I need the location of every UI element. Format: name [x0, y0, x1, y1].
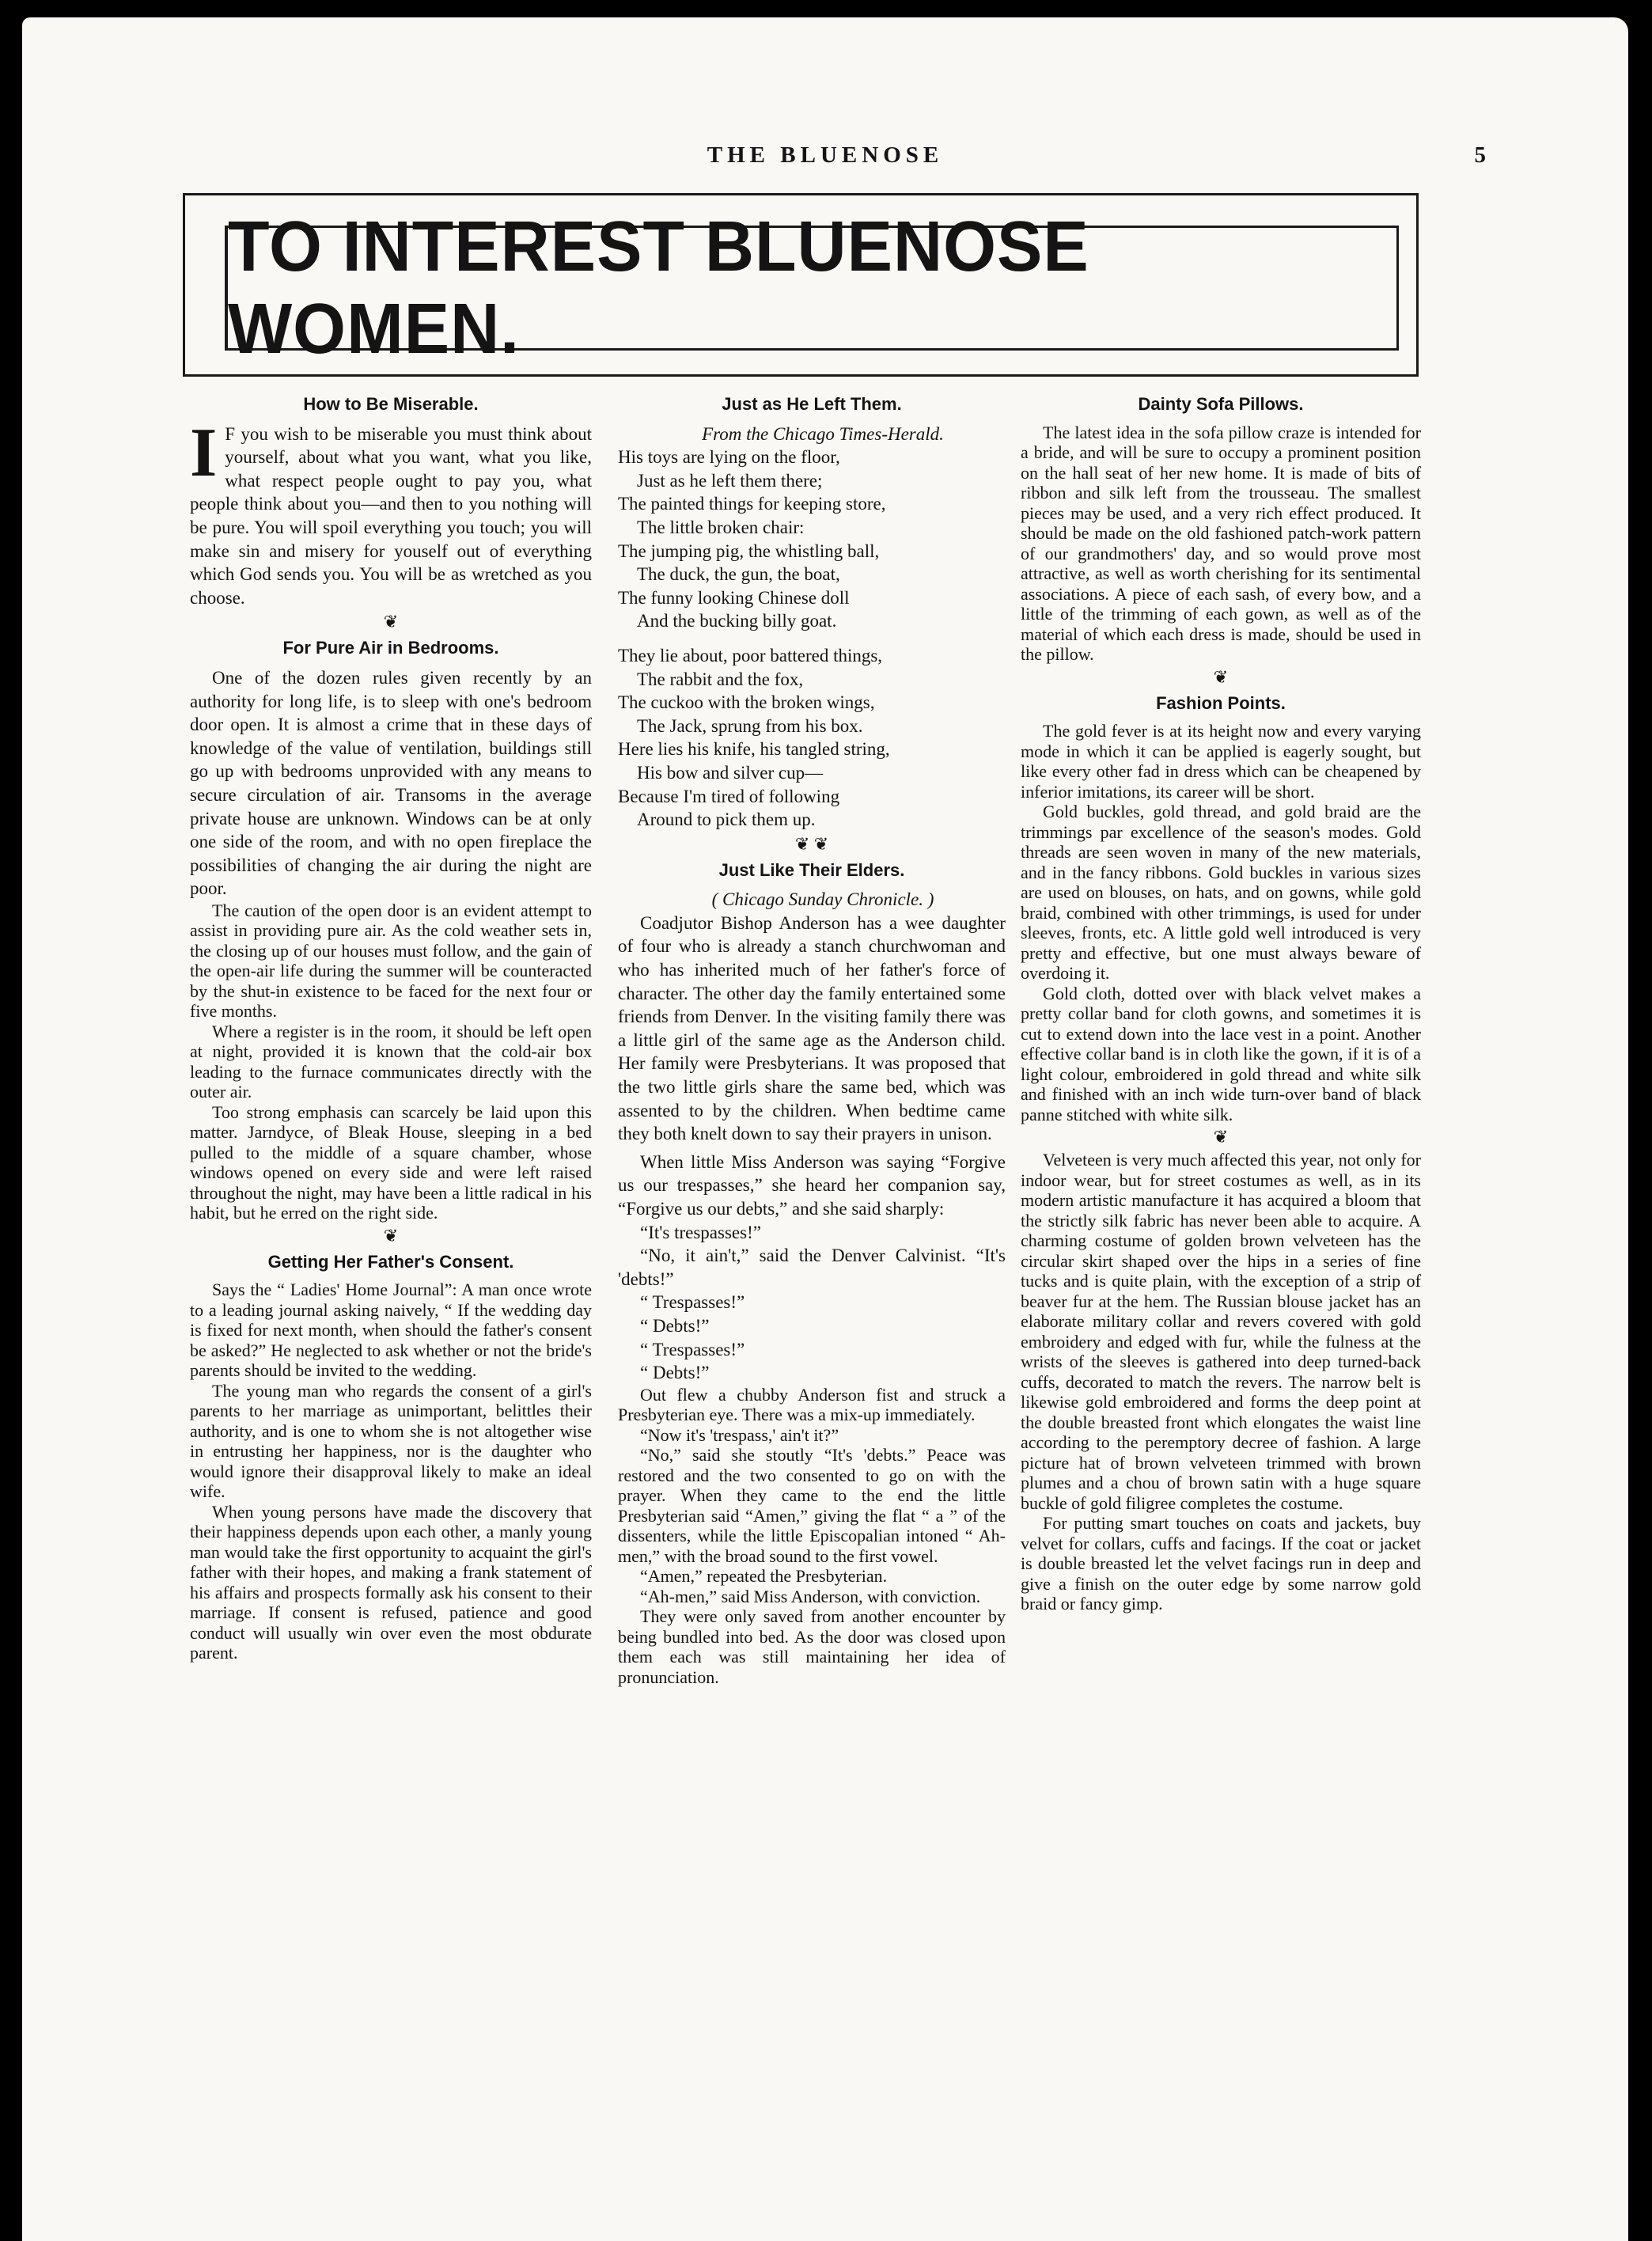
poem-line: The painted things for keeping store, — [618, 494, 886, 514]
dialogue-line: “ Debts!” — [640, 1363, 710, 1383]
paragraph: Gold buckles, gold thread, and gold braid are the trimmings par excellence of the season's modes. Gold threads are seen woven in many of the new materials, and in the fancy ribbons. Gold buckles in various sizes are used on blouses, on hats, and on gowns, while gold braid, combined with other trimmings, is used for under sleeves, fronts, etc. A little gold well introduced is very pretty and effective, but one must always beware of overdoing it. — [1021, 802, 1421, 984]
poem-line: The jumping pig, the whistling ball, — [618, 540, 880, 561]
heading-how-to-be-miserable: How to Be Miserable. — [303, 394, 479, 414]
poem-line: And the bucking billy goat. — [637, 611, 837, 631]
newspaper-page — [22, 17, 1628, 2241]
ornament-icon: ❦ — [813, 833, 829, 854]
paragraph: The caution of the open door is an evident attempt to assist in providing pure air. As the cold weather sets in, the closing up of our houses must follow, and the gain of the open-air life during the summer will be counteracted by the shut-in existence to be faced for the next four or five months. — [190, 900, 592, 1022]
poem-line: Here lies his knife, his tangled string, — [618, 739, 890, 760]
poem-line: His toys are lying on the floor, — [618, 447, 840, 468]
column-2 — [618, 388, 1006, 1687]
dialogue-line: “ Debts!” — [640, 1315, 710, 1336]
poem-line: The cuckoo with the broken wings, — [618, 692, 875, 713]
source-credit: From the Chicago Times-Herald. — [702, 423, 944, 444]
heading-dainty-sofa-pillows: Dainty Sofa Pillows. — [1138, 394, 1304, 414]
ornament-icon: ❦ — [794, 833, 810, 854]
dialogue-line: “ Trespasses!” — [640, 1292, 745, 1313]
paragraph: “Amen,” repeated the Presbyterian. — [640, 1566, 888, 1587]
paragraph: The latest idea in the sofa pillow craze is intended for a bride, and will be sure to occupy a prominent position on the hall seat of her new home. It is made of bits of ribbon and silk left from the trousseau. The smallest pieces may be used, and a very rich effect produced. It should be made on the old fashioned patch-work pattern of our grandmothers' day, and so would prove most attractive, as well as worth cherishing for its sentimental associations. A piece of each sash, of every bow, and a little of the trimming of each gown, as well as of the material of which each dress is made, should be used in the pillow. — [1021, 422, 1421, 665]
column-1 — [190, 388, 592, 1663]
paragraph: When young persons have made the discovery that their happiness depends upon each other, a manly young man would take the first opportunity to acquaint the girl's father with their hopes, and making a frank statement of his affairs and prospects formally ask his consent to their marriage. If consent is refused, patience and good conduct will usually win over even the most obdurate parent. — [190, 1501, 592, 1663]
poem-line: Because I'm tired of following — [618, 786, 840, 806]
article-miserable — [190, 414, 592, 610]
paragraph: One of the dozen rules given recently by an authority for long life, is to sleep with one's bedroom door open. It is almost a crime that in these days of knowledge of the value of ventilation, buildings still go up with bedrooms unprovided with any means to secure circulation of air. Transoms in the average private house are unknown. Windows can be at only one side of the room, and with no open fireplace the possibilities of changing the air during the night are poor. — [190, 667, 592, 899]
paragraph: Coadjutor Bishop Anderson has a wee daughter of four who is already a stanch churchwoman and who has inherited much of her father's force of character. The other day the family entertained some friends from Denver. In the visiting family there was a little girl of the same age as the Anderson child. Her family were Presbyterians. It was proposed that the two little girls share the same bed, which was assented to by the children. When bedtime came they both knelt down to say their prayers in unison. — [618, 912, 1006, 1144]
paragraph: “No,” said she stoutly “It's 'debts.” Peace was restored and the two consented to go on with the prayer. When they came to the end the little Presbyterian said “Amen,” giving the flat “ a ” of the dissenters, while the little Episcopalian intoned “ Ah-men,” with the broad sound to the first vowel. — [618, 1445, 1006, 1566]
poem-line: His bow and silver cup— — [637, 762, 824, 783]
paragraph: Gold cloth, dotted over with black velvet makes a pretty collar band for cloth gowns, and sometimes it is cut to extend down into the lace vest in a point. Another effective collar band is in cloth like the gown, if it is of a light colour, embroidered in gold thread and white silk and finished with an inch wide turn-over band of black panne stitched with white silk. — [1021, 983, 1421, 1124]
paragraph: “Ah-men,” said Miss Anderson, with conviction. — [640, 1586, 981, 1606]
page-number: 5 — [1474, 142, 1486, 168]
ornament-icon — [618, 835, 1006, 854]
ornament-icon: ❦ — [1213, 666, 1229, 687]
poem-line: The Jack, sprung from his box. — [637, 715, 863, 736]
paragraph: They were only saved from another encounter by being bundled into bed. As the door was closed upon them each was still maintaining her idea of pronunciation. — [618, 1606, 1006, 1687]
ornament-icon: ❦ — [1213, 1127, 1229, 1147]
heading-just-as-he-left-them: Just as He Left Them. — [722, 394, 902, 414]
paragraph: “Now it's 'trespass,' ain't it?” — [640, 1424, 839, 1445]
running-head — [22, 142, 1628, 169]
paragraph: Too strong emphasis can scarcely be laid upon this matter. Jarndyce, of Bleak House, sleeping in a bed pulled to the middle of a square chamber, whose windows opened on every side and were left raised throughout the night, may have been a little radical in his habit, but he erred on the right side. — [190, 1102, 592, 1223]
ornament-icon: ❦ — [383, 612, 399, 632]
dialogue — [618, 1221, 1006, 1385]
paragraph: Velveteen is very much affected this year, not only for indoor wear, but for street costumes as well, as in its modern artistic manufacture it has acquired a bloom that the strictly silk fabric has never been able to acquire. A charming costume of golden brown velveteen has the circular skirt shaped over the hips in a series of fine tucks and is quite plain, with the exception of a strip of beaver fur at the hem. The Russian blouse jacket has an elaborate military collar and revers covered with gold embroidery and edged with fur, while the fulness at the wrists of the sleeves is gathered into deep turned-back cuffs, decorated to match the revers. The narrow belt is likewise gold embroidered and forms the deep point at the double breasted front which elongates the waist line according to the peremptory decree of fashion. A large picture hat of brown velveteen trimmed with brown plumes and a chou of brown satin with a huge square buckle of gold filigree completes the costume. — [1021, 1150, 1421, 1513]
paragraph: Says the “ Ladies' Home Journal”: A man once wrote to a leading journal asking naively, “ If the wedding day is fixed for next month, when should the father's consent be asked?” He neglected to ask whether or not the bride's parents should be invited to the wedding. — [190, 1280, 592, 1381]
running-head-title: THE BLUENOSE — [707, 142, 944, 168]
poem-line: The rabbit and the fox, — [637, 669, 804, 689]
dialogue-line: “No, it ain't,” said the Denver Calvinist. “It's 'debts!” — [618, 1246, 1006, 1289]
poem-line: The funny looking Chinese doll — [618, 587, 850, 608]
poem-line: Around to pick them up. — [637, 810, 816, 830]
dialogue-line: “ Trespasses!” — [640, 1339, 745, 1359]
heading-just-like-their-elders: Just Like Their Elders. — [718, 859, 905, 880]
paragraph: The gold fever is at its height now and every varying mode in which it can be applied is eagerly sought, but like every other fad in dress which can be cheapened by inferior imitations, its career will be short. — [1021, 721, 1421, 802]
poem-line: The little broken chair: — [637, 517, 805, 537]
paragraph: For putting smart touches on coats and jackets, buy velvet for collars, cuffs and facings. If the coat or jacket is double breasted let the velvet facings run in deep and give a finish on the outer edge by some narrow gold braid or fancy gimp. — [1021, 1513, 1421, 1614]
poem — [618, 446, 1006, 832]
poem-line: Just as he left them there; — [637, 470, 823, 491]
paragraph: The young man who regards the consent of a girl's parents to her marriage as unimportant, belittles their authority, and is one to whom she is not altogether wise in entrusting her happiness, nor is the daughter who would ignore their disapproval likely to make an ideal wife. — [190, 1380, 592, 1502]
heading-fashion-points: Fashion Points. — [1156, 692, 1286, 713]
paragraph: Out flew a chubby Anderson fist and struck a Presbyterian eye. There was a mix-up immediately. — [618, 1384, 1006, 1425]
source-credit: ( Chicago Sunday Chronicle. ) — [711, 889, 934, 910]
title-frame — [183, 193, 1419, 377]
column-3 — [1021, 388, 1421, 1614]
page-title: TO INTEREST BLUENOSE WOMEN. — [228, 207, 1089, 369]
heading-pure-air: For Pure Air in Bedrooms. — [282, 638, 499, 658]
heading-fathers-consent: Getting Her Father's Consent. — [267, 1251, 514, 1272]
paragraph: Where a register is in the room, it should be left open at night, provided it is known that the cold-air box leading to the furnace communicates directly with the outer air. — [190, 1021, 592, 1102]
title-inner-frame — [225, 207, 1399, 369]
article-miserable-text: F you wish to be miserable you must think about yourself, about what you want, what you like, what respect people ought to pay you, what people think about you—and then to you nothing will be pure. You will spoil everything you touch; you will make sin and misery for youself out of everything which God sends you. You will be as wretched as you choose. — [190, 423, 592, 608]
ornament-icon: ❦ — [383, 1225, 399, 1246]
paragraph: When little Miss Anderson was saying “Forgive us our trespasses,” she heard her companion say, “Forgive us our debts,” and she said sharply: — [618, 1151, 1006, 1219]
poem-line: They lie about, poor battered things, — [618, 645, 883, 665]
poem-line: The duck, the gun, the boat, — [637, 564, 840, 585]
dialogue-line: “It's trespasses!” — [640, 1222, 761, 1242]
drop-cap: I — [190, 414, 218, 491]
